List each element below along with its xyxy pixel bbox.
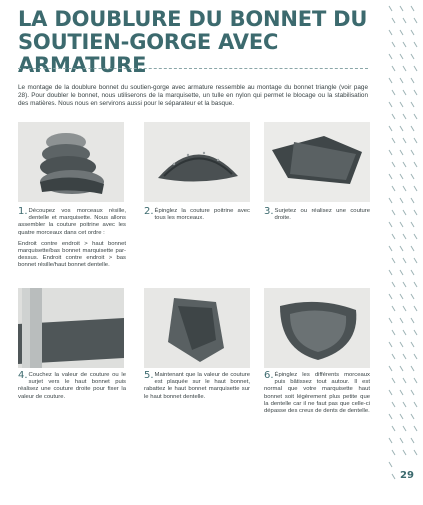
step-2-number: 2. (144, 206, 154, 217)
step-1-caption (18, 208, 126, 274)
stitch-mark (414, 138, 417, 143)
stitch-mark (400, 198, 403, 203)
stitch-mark (411, 174, 414, 179)
stitch-mark (403, 354, 406, 359)
stitch-mark (392, 18, 395, 23)
decorative-side-pattern (383, 0, 423, 500)
page-number: 29 (400, 470, 414, 481)
step-1-photo (18, 122, 124, 202)
stitch-mark (411, 246, 414, 251)
step-3-caption (264, 208, 370, 226)
stitch-mark (400, 222, 403, 227)
step-6-text: Épinglez les différents morceaux puis bâtissez tout autour. Il est normal que votre marquisette haut bonnet soit légèrement plus petite que la dentelle car il ne faut pas que celle-ci dépasse des creux de dents de dentelle. (264, 372, 370, 415)
stitch-mark (414, 258, 417, 263)
stitch-mark (400, 78, 403, 83)
stitch-mark (400, 102, 403, 107)
stitch-mark (400, 438, 403, 443)
stitch-mark (411, 366, 414, 371)
step-5-caption (144, 372, 250, 405)
step-1-number: 1. (18, 206, 28, 217)
stitch-mark (400, 342, 403, 347)
stitch-mark (389, 78, 392, 83)
step-5-number: 5. (144, 370, 154, 381)
step-4-text: Couchez la valeur de couture ou le surjet vers le haut bonnet puis réalisez une couture droite pour fixer la valeur de couture. (18, 372, 126, 400)
stitch-mark (392, 162, 395, 167)
stitch-mark (389, 414, 392, 419)
stitch-mark (411, 390, 414, 395)
stitch-mark (411, 414, 414, 419)
stitch-mark (414, 114, 417, 119)
stitch-mark (389, 294, 392, 299)
stitch-mark (414, 66, 417, 71)
stitch-mark (389, 270, 392, 275)
stitch-mark (411, 102, 414, 107)
stitch-mark (392, 138, 395, 143)
stitch-mark (403, 42, 406, 47)
stitch-mark (389, 6, 392, 11)
stitch-mark (389, 102, 392, 107)
stitch-mark (400, 294, 403, 299)
stitch-mark (403, 402, 406, 407)
stitch-mark (389, 318, 392, 323)
stitch-mark (392, 210, 395, 215)
stitch-mark (392, 66, 395, 71)
stitch-mark (414, 354, 417, 359)
stitch-mark (414, 234, 417, 239)
stitch-mark (411, 126, 414, 131)
stitch-mark (389, 30, 392, 35)
page-title: LA DOUBLURE DU BONNET DU SOUTIEN-GORGE AVEC ARMATURE (18, 7, 368, 77)
stitch-mark (392, 426, 395, 431)
stitch-mark (414, 186, 417, 191)
stitch-mark (389, 390, 392, 395)
stitch-mark (400, 390, 403, 395)
stitch-mark (403, 282, 406, 287)
stitch-mark (414, 330, 417, 335)
stitch-mark (389, 198, 392, 203)
stitch-mark (400, 6, 403, 11)
stitch-mark (414, 306, 417, 311)
stitch-mark (411, 270, 414, 275)
stitch-mark (411, 198, 414, 203)
step-2-photo (144, 122, 250, 202)
stitch-mark (414, 210, 417, 215)
step-3-number: 3. (264, 206, 274, 217)
stitch-mark (414, 282, 417, 287)
stitch-mark (392, 330, 395, 335)
stitch-mark (411, 54, 414, 59)
step-5-photo (144, 288, 250, 368)
stitch-mark (403, 162, 406, 167)
stitch-mark (400, 30, 403, 35)
stitch-mark (411, 150, 414, 155)
stitch-mark (392, 234, 395, 239)
stitch-mark (392, 282, 395, 287)
step-3-text: Surjetez ou réalisez une couture droite. (274, 208, 370, 222)
step-3-photo (264, 122, 370, 202)
stitch-mark (392, 450, 395, 455)
step-2-caption (144, 208, 250, 226)
step-6-caption (264, 372, 370, 419)
stitch-mark (403, 330, 406, 335)
stitch-mark (389, 246, 392, 251)
stitch-mark (392, 306, 395, 311)
stitch-mark (414, 162, 417, 167)
step-5-text: Maintenant que la valeur de couture est plaquée sur le haut bonnet, rabattez le haut bonnet marquisette sur le haut bonnet dentelle. (144, 372, 250, 400)
stitch-mark (392, 90, 395, 95)
stitch-mark (392, 42, 395, 47)
title-divider (18, 68, 368, 69)
stitch-mark (389, 342, 392, 347)
stitch-mark (414, 402, 417, 407)
stitch-mark (403, 210, 406, 215)
stitch-mark (400, 174, 403, 179)
stitch-mark (392, 402, 395, 407)
stitch-mark (414, 450, 417, 455)
step-4-photo (18, 288, 124, 368)
stitch-mark (403, 258, 406, 263)
stitch-mark (392, 258, 395, 263)
step-1-extra: Endroit contre endroit > haut bonnet marquisette/bas bonnet marquisette par-dessus. Endroit contre endroit > bas bonnet résille/haut bonnet dentelle. (18, 240, 126, 269)
stitch-mark (400, 246, 403, 251)
stitch-mark (400, 150, 403, 155)
stitch-mark (403, 450, 406, 455)
stitch-mark (389, 54, 392, 59)
stitch-mark (414, 90, 417, 95)
stitch-mark (392, 354, 395, 359)
stitch-mark (414, 42, 417, 47)
stitch-mark (389, 438, 392, 443)
stitch-mark (414, 426, 417, 431)
stitch-mark (403, 306, 406, 311)
stitch-mark (400, 366, 403, 371)
stitch-mark (403, 138, 406, 143)
stitch-mark (389, 174, 392, 179)
stitch-mark (389, 150, 392, 155)
stitch-mark (400, 318, 403, 323)
stitch-mark (411, 6, 414, 11)
stitch-mark (400, 126, 403, 131)
stitch-mark (403, 66, 406, 71)
stitch-mark (392, 474, 395, 479)
step-4-number: 4. (18, 370, 28, 381)
stitch-mark (403, 114, 406, 119)
stitch-mark (392, 186, 395, 191)
stitch-mark (392, 114, 395, 119)
stitch-mark (411, 78, 414, 83)
stitch-mark (389, 462, 392, 467)
stitch-mark (403, 378, 406, 383)
step-1-text: Découpez vos morceaux résille, dentelle et marquisette. Nous allons assembler la couture poitrine avec les quatre morceaux dans cet ordre : (18, 208, 126, 236)
stitch-mark (400, 414, 403, 419)
stitch-mark (411, 438, 414, 443)
stitch-mark (411, 294, 414, 299)
stitch-mark (403, 426, 406, 431)
stitch-mark (411, 222, 414, 227)
stitch-mark (414, 378, 417, 383)
stitch-mark (414, 18, 417, 23)
stitch-mark (389, 126, 392, 131)
stitch-mark (411, 30, 414, 35)
stitch-mark (389, 366, 392, 371)
stitch-mark (392, 378, 395, 383)
stitch-mark (403, 90, 406, 95)
stitch-mark (403, 18, 406, 23)
stitch-mark (403, 186, 406, 191)
stitch-mark (400, 54, 403, 59)
stitch-mark (411, 342, 414, 347)
stitch-mark (403, 234, 406, 239)
stitch-mark (411, 318, 414, 323)
stitch-pattern (383, 0, 423, 500)
step-4-caption (18, 372, 126, 405)
step-2-text: Épinglez la couture poitrine avec tous les morceaux. (154, 208, 250, 222)
stitch-mark (389, 222, 392, 227)
stitch-mark (400, 270, 403, 275)
intro-paragraph: Le montage de la doublure bonnet du soutien-gorge avec armature ressemble au montage du bonnet triangle (voir page 28). Pour doubler le bonnet, nous utiliserons de la marquisette, un tulle en nylon qui permet le blocage ou la stabilisation des matières. Nous nous en servirons aussi pour le séparateur et la basque. (18, 84, 368, 108)
step-6-number: 6. (264, 370, 274, 381)
step-6-photo (264, 288, 370, 368)
